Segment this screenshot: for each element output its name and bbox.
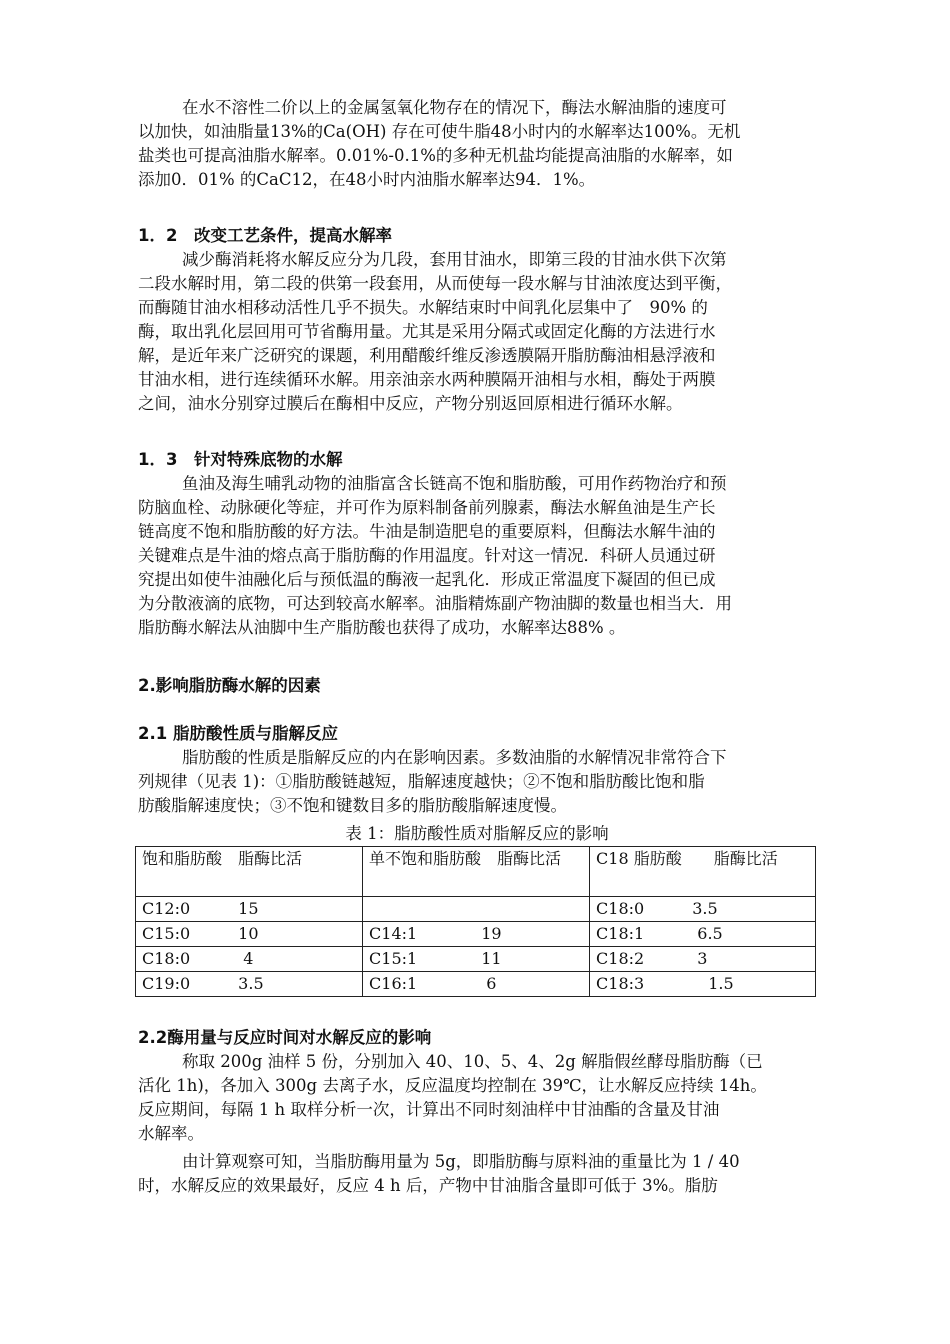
table-cell: C15:1 11 xyxy=(363,947,590,972)
section-heading-1-2: 1．2 改变工艺条件，提高水解率 xyxy=(138,226,392,245)
text-line: 减少酶消耗将水解反应分为几段，套用甘油水，即第三段的甘油水供下次第 xyxy=(182,250,727,269)
table-cell: C14:1 19 xyxy=(363,922,590,947)
section-heading-2-1: 2.1 脂肪酸性质与脂解反应 xyxy=(138,724,338,743)
text-line: 盐类也可提高油脂水解率。0.01%-0.1%的多种无机盐均能提高油脂的水解率，如 xyxy=(138,146,733,165)
text-line: 防脑血栓、动脉硬化等症，并可作为原料制备前列腺素，酶法水解鱼油是生产长 xyxy=(138,498,716,517)
fatty-acid-table xyxy=(135,846,816,997)
section-heading-2-2: 2.2酶用量与反应时间对水解反应的影响 xyxy=(138,1028,432,1047)
text-line: 添加0．01% 的CaC12，在48小时内油脂水解率达94．1%。 xyxy=(138,170,596,189)
text-line: 脂肪酸的性质是脂解反应的内在影响因素。多数油脂的水解情况非常符合下 xyxy=(182,748,727,767)
text-line: 究提出如使牛油融化后与预低温的酶液一起乳化．形成正常温度下凝固的但已成 xyxy=(138,570,716,589)
text-line: 在水不溶性二价以上的金属氢氧化物存在的情况下，酶法水解油脂的速度可 xyxy=(182,98,727,117)
paragraph-metal-hydroxide xyxy=(138,96,816,192)
text-line: 甘油水相，进行连续循环水解。用亲油亲水两种膜隔开油相与水相，酶处于两膜 xyxy=(138,370,716,389)
paragraph-enzyme-dosage xyxy=(138,1050,816,1146)
table-cell: C19:0 3.5 xyxy=(136,972,363,997)
table-row xyxy=(136,897,816,922)
table-cell: C16:1 6 xyxy=(363,972,590,997)
table-row xyxy=(136,947,816,972)
text-line: 之间，油水分别穿过膜后在酶相中反应，产物分别返回原相进行循环水解。 xyxy=(138,394,683,413)
table-row xyxy=(136,922,816,947)
table-caption: 表 1：脂肪酸性质对脂解反应的影响 xyxy=(345,824,609,843)
text-line: 列规律（见表 1)：①脂肪酸链越短，脂解速度越快；②不饱和脂肪酸比饱和脂 xyxy=(138,772,705,791)
text-line: 水解率。 xyxy=(138,1124,204,1143)
text-line: 二段水解时用，第二段的供第一段套用，从而使每一段水解与甘油浓度达到平衡， xyxy=(138,274,732,293)
section-heading-2: 2.影响脂肪酶水解的因素 xyxy=(138,676,321,695)
text-line: 酶，取出乳化层回用可节省酶用量。尤其是采用分隔式或固定化酶的方法进行水 xyxy=(138,322,716,341)
text-line: 以加快，如油脂量13%的Ca(OH) 存在可使牛脂48小时内的水解率达100%。无机 xyxy=(138,122,741,141)
table-header-row xyxy=(136,847,816,897)
table-header-cell: 单不饱和脂肪酸 脂酶比活 xyxy=(363,847,590,897)
text-line: 反应期间，每隔 1 h 取样分析一次，计算出不同时刻油样中甘油酯的含量及甘油 xyxy=(138,1100,720,1119)
table-header-cell: 饱和脂肪酸 脂酶比活 xyxy=(136,847,363,897)
text-line: 称取 200g 油样 5 份，分别加入 40、10、5、4、2g 解脂假丝酵母脂肪酶（已 xyxy=(182,1052,763,1071)
paragraph-process-conditions xyxy=(138,248,816,416)
text-line: 脂肪酶水解法从油脚中生产脂肪酸也获得了成功，水解率达88% 。 xyxy=(138,618,626,637)
paragraph-fatty-acid-properties xyxy=(138,746,816,818)
text-line: 为分散液滴的底物，可达到较高水解率。油脂精炼副产物油脚的数量也相当大．用 xyxy=(138,594,732,613)
table-cell: C15:0 10 xyxy=(136,922,363,947)
table-cell: C18:1 6.5 xyxy=(590,922,816,947)
table-cell xyxy=(363,897,590,922)
table-cell: C18:2 3 xyxy=(590,947,816,972)
text-line: 链高度不饱和脂肪酸的好方法。牛油是制造肥皂的重要原料，但酶法水解牛油的 xyxy=(138,522,716,541)
text-line: 而酶随甘油水相移动活性几乎不损失。水解结束时中间乳化层集中了 90% 的 xyxy=(138,298,708,317)
text-line: 时，水解反应的效果最好，反应 4 h 后，产物中甘油脂含量即可低于 3%。脂肪 xyxy=(138,1176,718,1195)
section-heading-1-3: 1．3 针对特殊底物的水解 xyxy=(138,450,343,469)
table-cell: C18:3 1.5 xyxy=(590,972,816,997)
text-line: 解，是近年来广泛研究的课题，利用醋酸纤维反渗透膜隔开脂肪酶油相悬浮液和 xyxy=(138,346,716,365)
table-cell: C18:0 4 xyxy=(136,947,363,972)
text-line: 肪酸脂解速度快；③不饱和键数目多的脂肪酸脂解速度慢。 xyxy=(138,796,567,815)
paragraph-observation xyxy=(138,1150,816,1198)
table-cell: C18:0 3.5 xyxy=(590,897,816,922)
table-cell: C12:0 15 xyxy=(136,897,363,922)
text-line: 活化 1h)，各加入 300g 去离子水，反应温度均控制在 39℃，让水解反应持续 14h。 xyxy=(138,1076,767,1095)
paragraph-special-substrates xyxy=(138,472,816,640)
text-line: 鱼油及海生哺乳动物的油脂富含长链高不饱和脂肪酸，可用作药物治疗和预 xyxy=(182,474,727,493)
text-line: 由计算观察可知，当脂肪酶用量为 5g，即脂肪酶与原料油的重量比为 1 / 40 xyxy=(182,1152,740,1171)
text-line: 关键难点是牛油的熔点高于脂肪酶的作用温度。针对这一情况．科研人员通过研 xyxy=(138,546,716,565)
table-row xyxy=(136,972,816,997)
table-header-cell: C18 脂肪酸 脂酶比活 xyxy=(590,847,816,897)
